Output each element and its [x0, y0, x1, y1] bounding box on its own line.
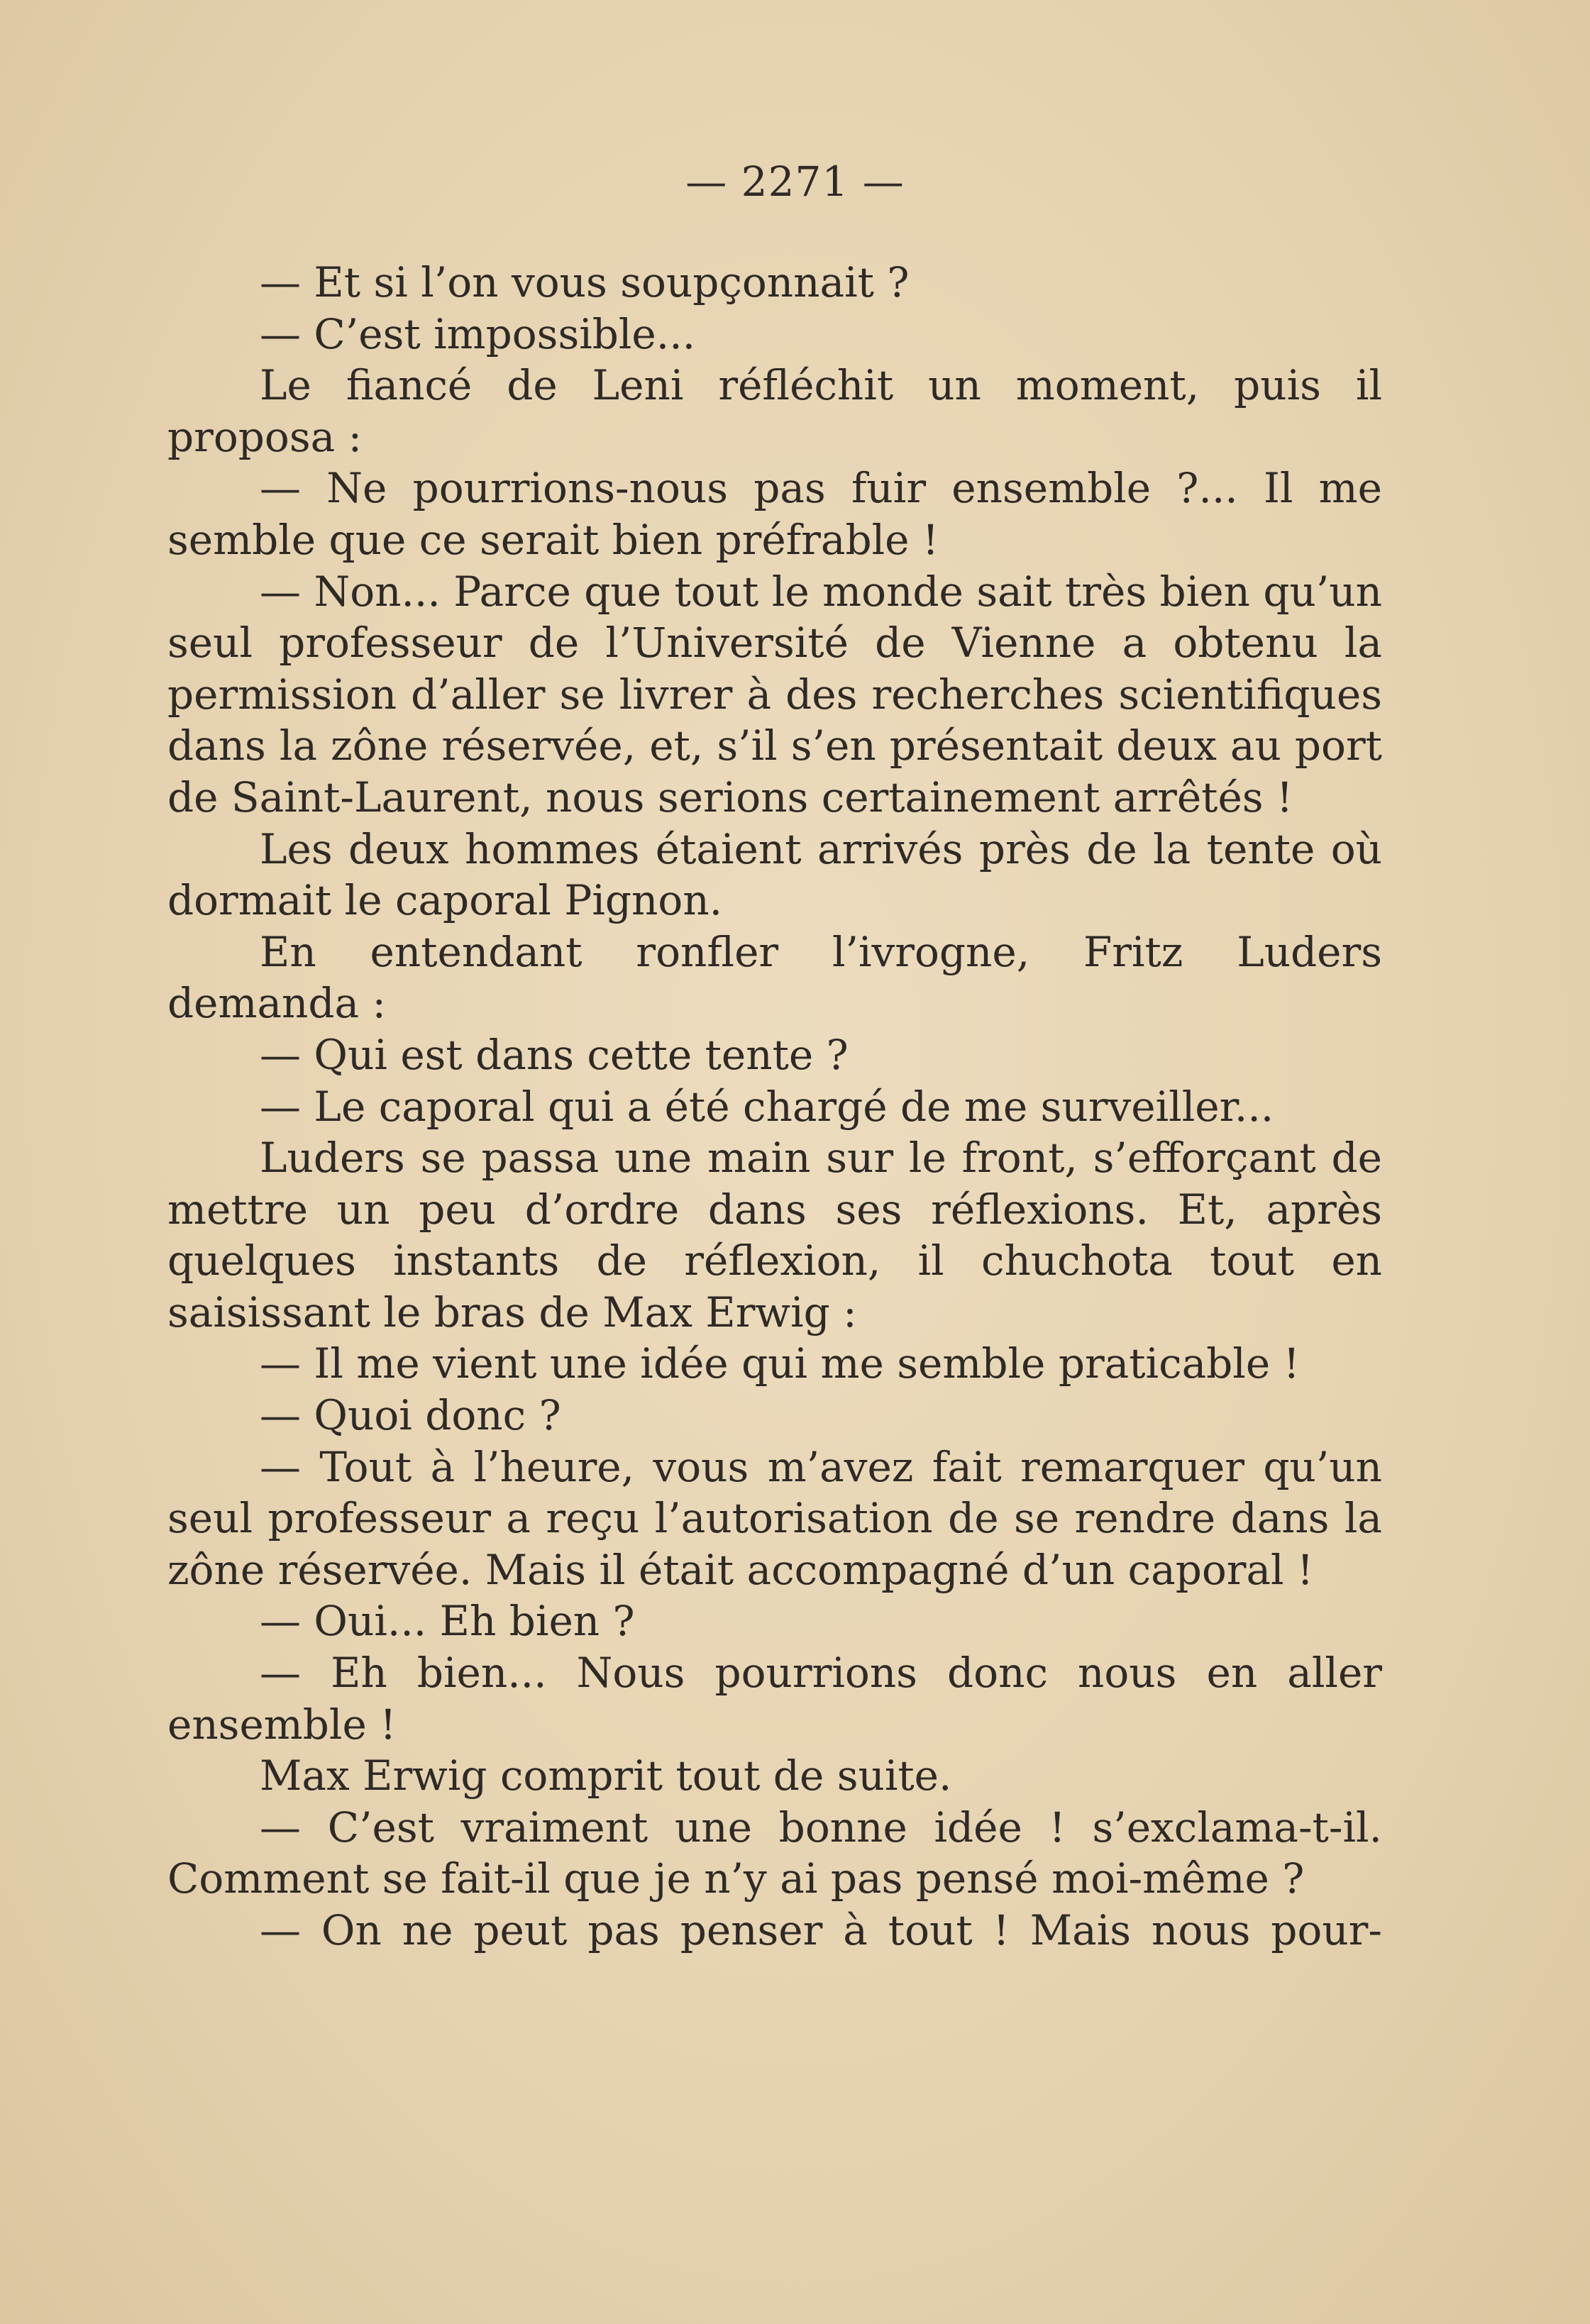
paragraph: Max Erwig comprit tout de suite.	[260, 1752, 952, 1800]
body-text	[167, 257, 1382, 1957]
paragraph: — Et si l’on vous soupçonnait ?	[260, 258, 910, 306]
paragraph: — Non... Parce que tout le monde sait très bien qu’un seul professeur de l’Université de Vienne a obtenu la permission d’aller se livrer à des recherches scientifiques dans la zône réservée, et, s’il s’en présentait deux au port de Saint-Laurent, nous serions certainement arrêtés !	[167, 567, 1382, 821]
paragraph: — C’est vraiment une bonne idée ! s’exclama-t-il. Comment se fait-il que je n’y ai pas pensé moi-même ?	[167, 1803, 1382, 1903]
paragraph: — Tout à l’heure, vous m’avez fait remarquer qu’un seul professeur a reçu l’autorisation de se rendre dans la zône réservée. Mais il était accompagné d’un caporal !	[167, 1442, 1382, 1594]
paragraph: Le fiancé de Leni réfléchit un moment, puis il proposa :	[167, 361, 1382, 461]
paragraph: — Eh bien... Nous pourrions donc nous en aller ensemble !	[167, 1649, 1382, 1749]
paragraph: — Oui... Eh bien ?	[260, 1597, 635, 1646]
paragraph: — On ne peut pas penser à tout ! Mais nous pour-	[260, 1906, 1382, 1954]
paragraph: — Ne pourrions-nous pas fuir ensemble ?... Il me semble que ce serait bien préfrable !	[167, 464, 1382, 564]
paragraph: Luders se passa une main sur le front, s’efforçant de mettre un peu d’ordre dans ses réflexions. Et, après quelques instants de réflexion, il chuchota tout en saisissant le bras de Max Erwig :	[167, 1134, 1382, 1337]
paragraph: — Il me vient une idée qui me semble praticable !	[260, 1339, 1300, 1388]
paragraph: — Quoi donc ?	[260, 1391, 561, 1440]
paragraph: Les deux hommes étaient arrivés près de la tente où dormait le caporal Pignon.	[167, 824, 1382, 925]
page-number: — 2271 —	[685, 157, 905, 206]
paragraph: En entendant ronfler l’ivrogne, Fritz Luders demanda :	[167, 927, 1382, 1028]
paragraph: — C’est impossible...	[260, 309, 696, 358]
paragraph: — Le caporal qui a été chargé de me surveiller...	[260, 1082, 1274, 1131]
paragraph: — Qui est dans cette tente ?	[260, 1030, 849, 1079]
